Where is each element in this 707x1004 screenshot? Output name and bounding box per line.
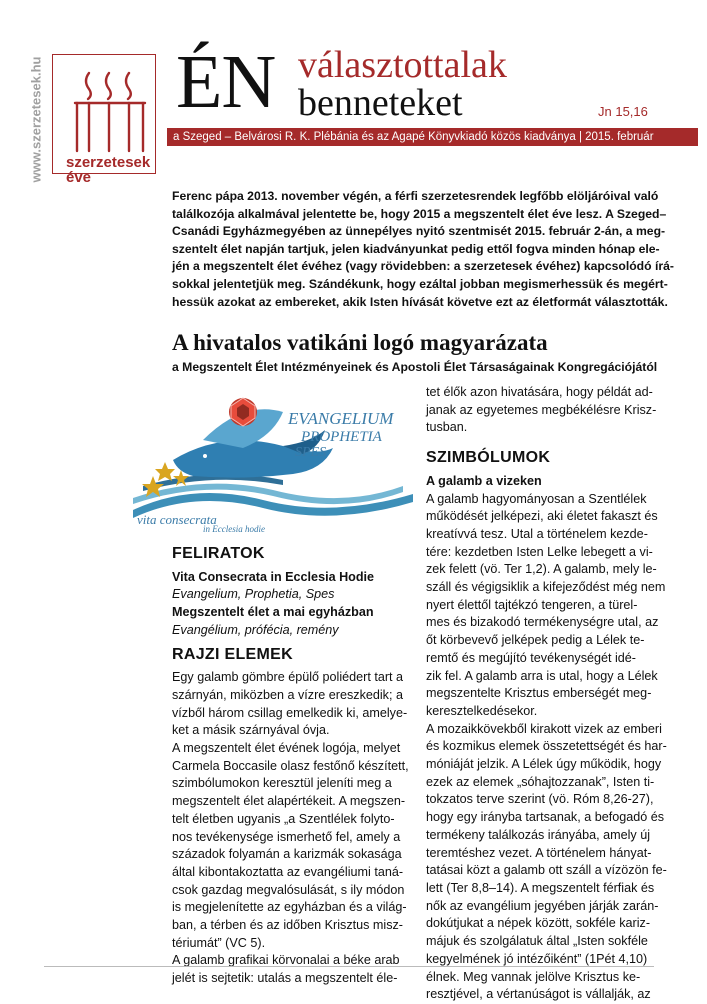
body-line: janak az egyetemes megbékélésre Krisz- (426, 402, 657, 417)
body-line: hogy egy irányba tartsanak, a befogadó és (426, 810, 665, 825)
body-line: ket a másik szárnyával óvja. (172, 723, 330, 738)
body-line: tére: kezdetben Isten Lelke lebegett a vi- (426, 544, 653, 559)
vatican-logo-image (133, 390, 413, 535)
body-line: száll és végigsiklik a kifejeződést még nem (426, 580, 666, 595)
body-line: jelét is sejtetik: utalás a megszentelt éle- (172, 971, 398, 986)
body-line: mes és bizakodó termékenységre utal, az (426, 615, 659, 630)
article-title: A hivatalos vatikáni logó magyarázata (172, 330, 548, 355)
publisher-banner: a Szeged – Belvárosi R. K. Plébánia és az Agapé Könyvkiadó közös kiadványa | 2015. február (167, 128, 698, 146)
body-line: zik fel. A galamb arra is utal, hogy a Lélek (426, 668, 658, 683)
body-line: vízből három csillag emelkedik ki, amelye- (172, 705, 408, 720)
body-line: által kibontakoztatta az evangéliumi taná- (172, 864, 404, 879)
inscription-line: Megszentelt élet a mai egyházban (172, 605, 374, 620)
body-line: működését jelképezi, aki életet fakaszt és (426, 509, 658, 524)
body-line: is megjelenítette az egyházban és a világ- (172, 900, 407, 915)
intro-line: Ferenc pápa 2013. november végén, a férfi szerzetesrendek legfőbb elöljáróival való (172, 189, 659, 203)
body-line: móniáját jelzik. A Lélek úgy működik, hogy (426, 757, 662, 772)
body-line: megszentelt élet alapértékeit. A megszen- (172, 794, 406, 809)
logo-word-3: SPES (295, 445, 327, 460)
body-line: tusban. (426, 420, 468, 435)
body-line: tatásai közt a galamb ott száll a vízözön fe- (426, 863, 667, 878)
intro-line: szentelt élet napján tartjuk, jelen kiadványunkat pedig ettől fogva minden hónap ele- (172, 241, 660, 256)
right-column (426, 384, 678, 1004)
body-line: ezek az elemek „sóhajtozzanak”, Isten ti- (426, 774, 655, 789)
footer-divider (44, 966, 654, 967)
logo-caption-1: vita consecrata (137, 512, 217, 527)
body-line: élnek. Meg vannak jelölve Krisztus ke- (426, 969, 641, 984)
body-line: őt körbevevő jelképek pedig a Lélek te- (426, 633, 645, 648)
body-line: tériumát” (VC 5). (172, 935, 266, 950)
body-line: A galamb grafikai körvonalai a béke arab (172, 953, 400, 968)
bible-reference: Jn 15,16 (598, 104, 648, 119)
intro-line: Csanádi Egyházmegyében az ünnepélyes nyitó szentmisét 2015. február 2-án, a meg- (172, 224, 666, 239)
body-line: nyert élettől tajtékzó tengeren, a türel- (426, 597, 638, 612)
body-line: nők az evangélium jegyében járják zarán- (426, 898, 659, 913)
logo-caption-2: in Ecclesia hodie (203, 524, 265, 534)
body-line: Carmela Boccasile olasz festőnő készített, (172, 758, 409, 773)
logo-line2: éve (66, 169, 92, 186)
intro-line: találkozója alkalmával jelentette be, hogy 2015 a megszentelt élet éve lesz. A Szeged– (172, 206, 667, 221)
logo-line1: szerzetesek (66, 154, 151, 171)
body-line: keresztelkedésekor. (426, 703, 538, 718)
inscription-line: Evangélium, prófécia, remény (172, 622, 339, 637)
body-line: tokzatos terve szerint (vö. Róm 8,26-27), (426, 792, 654, 807)
url-text: www.szerzetesek.hu (28, 56, 44, 183)
masthead-title-line2: benneteket (298, 82, 463, 124)
logo-word-1: EVANGELIUM (288, 409, 394, 428)
body-line: szárnyán, miközben a vízre ereszkedik; a (172, 687, 403, 702)
polyhedron-icon (229, 398, 257, 426)
body-line: és kozmikus elemek összetettségét és har- (426, 739, 667, 754)
article-subtitle: a Megszentelt Élet Intézményeinek és Apostoli Élet Társaságainak Kongregációjától (172, 360, 658, 374)
body-line: századok folyamán a karizmák sokasága (172, 847, 402, 862)
body-line: szimbólumokon keresztül jeleníti meg a (172, 776, 392, 791)
masthead-big-word: ÉN (176, 40, 276, 124)
masthead-title-line1: választottalak (298, 44, 507, 86)
body-line: májuk és szolgálatuk által „Isten sokféle (426, 934, 648, 949)
intro-line: jén a megszentelt élet évéhez (vagy rövidebben: a szerzetesek évéhez) kapcsolódó írá- (172, 259, 674, 274)
body-line: zek felett (vö. Ter 1,2). A galamb, mely le- (426, 562, 657, 577)
body-line: lett (Ter 8,8–14). A megszentelt férfiak és (426, 880, 655, 895)
section-heading-szimbolumok: SZIMBÓLUMOK (426, 449, 551, 467)
body-line: csok gazdag megvalósulását, s ily módon (172, 882, 405, 897)
body-line: teremtéshez vezet. A történelem hányat- (426, 845, 652, 860)
section-heading-feliratok: FELIRATOK (172, 545, 265, 562)
body-line: megszentelte Krisztus emberségét meg- (426, 686, 652, 701)
body-line: nos tevékenysége ismerhető fel, amely a (172, 829, 401, 844)
body-line: termékeny találkozás irányába, amely új (426, 827, 650, 842)
inscription-line: Vita Consecrata in Ecclesia Hodie (172, 569, 375, 584)
body-line: A galamb hagyományosan a Szentlélek (426, 491, 647, 506)
body-line: dokútjukat a népek között, sokféle kariz- (426, 916, 651, 931)
intro-paragraph (172, 188, 677, 311)
intro-line: hessük azokat az embereket, akik Isten hívását követve ezt az életformát választották. (172, 294, 668, 309)
body-line: A megszentelt élet évének logója, melyet (172, 741, 401, 756)
body-line: telt életben ugyanis „a Szentlélek folyto- (172, 811, 395, 826)
body-line: kreatívvá tesz. Utal a történelem kezde- (426, 526, 648, 541)
body-line: Egy galamb gömbre épülő poliédert tart a (172, 670, 404, 685)
vertical-url (22, 50, 42, 190)
body-line: remtő és megújító tevékenységét idé- (426, 650, 637, 665)
body-line: A mozaikkövekből kirakott vizek az emberi (426, 721, 662, 736)
subheading-galamb: A galamb a vizeken (426, 473, 542, 488)
intro-line: sokkal jelentetjük meg. Szándékunk, hogy ezáltal jobban megismerhessük és megért- (172, 276, 668, 291)
logo-text (66, 155, 156, 185)
body-line: resztjével, a vértanúságot is vállalják, az (426, 987, 651, 1002)
inscription-line: Evangelium, Prophetia, Spes (172, 587, 335, 602)
section-heading-rajzi-elemek: RAJZI ELEMEK (172, 645, 293, 663)
left-column (172, 545, 409, 988)
logo-word-2: PROPHETIA (301, 429, 382, 445)
body-line: ban, a térben és az időben Krisztus misz- (172, 918, 403, 933)
body-line: tet élők azon hivatására, hogy példát ad- (426, 385, 653, 399)
body-line: kegyelmének jó intézőiként” (1Pét 4,10) (426, 951, 648, 966)
